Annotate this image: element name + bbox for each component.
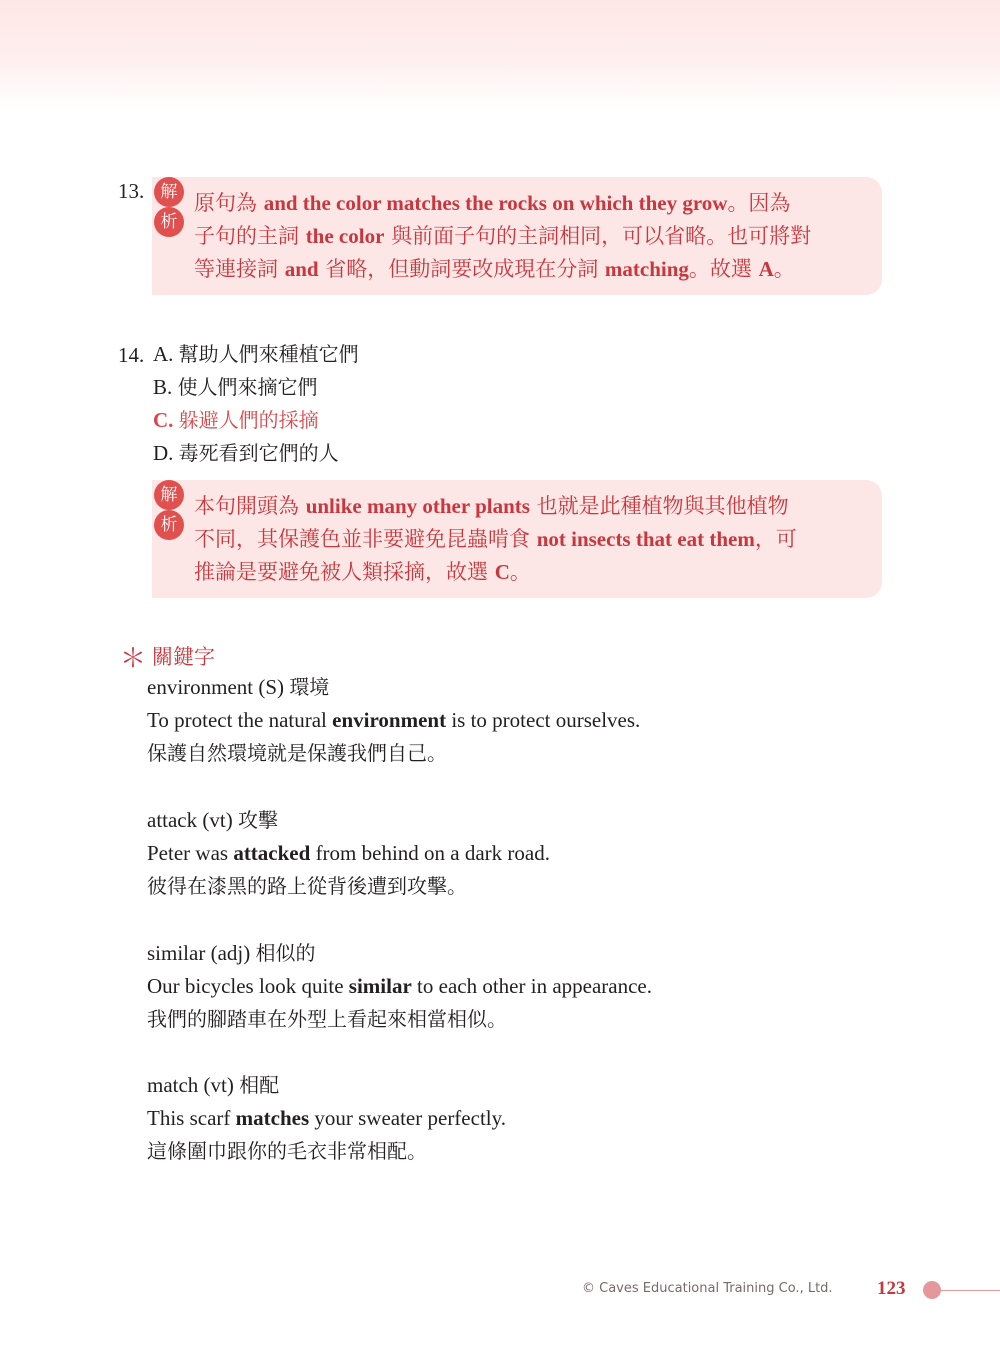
badge-char-top: 解	[154, 480, 184, 510]
badge-char-top: 解	[154, 177, 184, 207]
keyword-example: Peter was attacked from behind on a dark road.	[147, 841, 550, 865]
header-band	[0, 0, 1000, 110]
asterisk-icon: ＊	[120, 644, 147, 674]
keyword-example: This scarf matches your sweater perfectly.	[147, 1106, 506, 1130]
q13-expl-line-3: 等連接詞 and 省略，但動詞要改成現在分詞 matching。故選 A。	[194, 257, 795, 281]
keyword-translation: 這條圍巾跟你的毛衣非常相配。	[147, 1139, 427, 1163]
keyword-translation: 彼得在漆黑的路上從背後遭到攻擊。	[147, 874, 467, 898]
footer-rule	[941, 1290, 1000, 1291]
page-dot-icon	[923, 1281, 941, 1299]
page-number: 123	[877, 1278, 906, 1299]
keyword-term: attack (vt) 攻擊	[147, 808, 278, 832]
q14-expl-line-3: 推論是要避免被人類採摘，故選 C。	[194, 560, 531, 584]
q13-expl-line-1: 原句為 and the color matches the rocks on which they grow。因為	[194, 191, 791, 215]
q13-expl-line-2: 子句的主詞 the color 與前面子句的主詞相同，可以省略。也可將對	[194, 224, 812, 248]
keyword-term: environment (S) 環境	[147, 675, 330, 699]
keyword-term: match (vt) 相配	[147, 1073, 280, 1097]
q14-option-b: B. 使人們來摘它們	[153, 375, 318, 399]
page-footer	[0, 1278, 1000, 1306]
copyright-text: © Caves Educational Training Co., Ltd.	[582, 1281, 833, 1296]
question-14-number: 14.	[118, 343, 145, 367]
badge-char-bottom: 析	[154, 510, 184, 540]
keyword-example: Our bicycles look quite similar to each other in appearance.	[147, 974, 652, 998]
keyword-translation: 保護自然環境就是保護我們自己。	[147, 741, 447, 765]
q14-expl-line-1: 本句開頭為 unlike many other plants 也就是此種植物與其他植物	[194, 494, 789, 518]
q14-option-d: D. 毒死看到它們的人	[153, 441, 339, 465]
q13-explanation-text	[194, 187, 864, 286]
q13-analysis-badge	[154, 177, 184, 237]
keywords-heading: ＊ 關鍵字	[120, 644, 216, 674]
keyword-example: To protect the natural environment is to protect ourselves.	[147, 708, 641, 732]
keyword-term: similar (adj) 相似的	[147, 941, 316, 965]
q14-expl-line-2: 不同，其保護色並非要避免昆蟲啃食 not insects that eat them，可	[194, 527, 797, 551]
question-13-number: 13.	[118, 179, 145, 203]
q14-option-c-correct: C. 躲避人們的採摘	[153, 408, 319, 432]
badge-char-bottom: 析	[154, 207, 184, 237]
q14-explanation-text	[194, 490, 864, 589]
q14-option-a: A. 幫助人們來種植它們	[153, 342, 359, 366]
keyword-translation: 我們的腳踏車在外型上看起來相當相似。	[147, 1007, 507, 1031]
q14-analysis-badge	[154, 480, 184, 540]
